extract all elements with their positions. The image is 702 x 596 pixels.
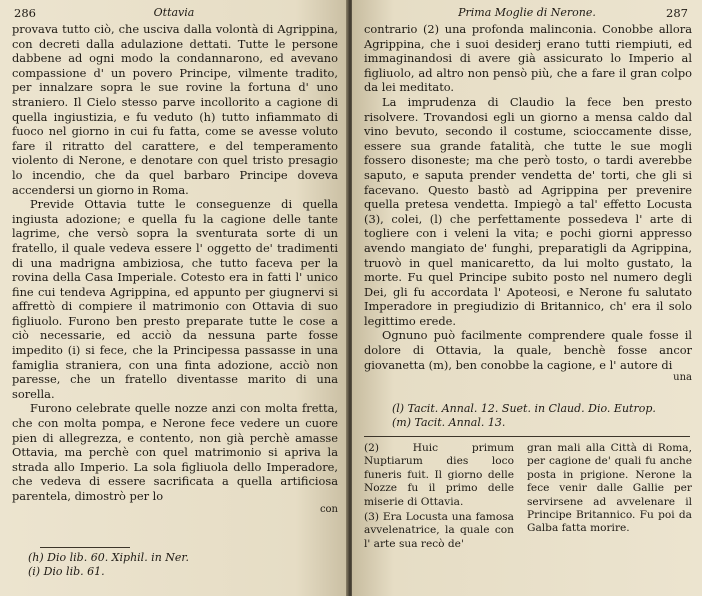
right-page <box>352 0 702 596</box>
running-title: Prima Moglie di Nerone. <box>458 6 596 19</box>
page-number: 286 <box>14 6 36 20</box>
left-page-header <box>14 6 334 22</box>
page-number: 287 <box>666 6 688 20</box>
paragraph: Previde Ottavia tutte le conseguenze di quella ingiusta adozione; e quella fu la cagione delle tante lagrime, che versò sopra la sventurata sorte di un fratello, il quale vedeva essere l' oggetto de' tradimenti di una madrigna ambiziosa, che tutto faceva per la rovina della Casa Imperiale. Cotesto era in fatti l' unico fine cui tendeva Agrippina, ed appunto per giugnervi si affrettò di compiere il matrimonio con Ottavia di suo figliuolo. Furono ben presto preparate tutte le cose a ciò necessarie, ed acciò da nessuna parte fosse impedito (i) si fece, che la Principessa passasse in una famiglia straniera, con una finta adozione, acciò non paresse, che un fratello diventasse marito di una sorella. <box>12 197 338 401</box>
footnote: (i) Dio lib. 61. <box>28 565 105 578</box>
paragraph: La imprudenza di Claudio la fece ben presto risolvere. Trovandosi egli un giorno a mensa caldo dal vino bevuto, secondo il costume, scioccamente disse, essere sua grande fatalità, che tutte le sue mogli fossero disoneste; ma che però tosto, o tardi averebbe saputo, e saputa prender vendetta de' torti, che gli si facevano. Questo bastò ad Agrippina per prevenire quella pretesa vendetta. Impiegò a tal' effetto Locusta (3), colei, (l) che perfettamente possedeva l' arte di togliere con i veleni la vita; e pochi giorni appresso avendo mangiato de' funghi, preparatigli da Agrippina, truovò in quel manicaretto, da lui molto gustato, la morte. Fu quel Principe subito posto nel numero degli Dei, gli fu accordata l' Apoteosi, e Nerone fu salutato Imperadore in pregiudizio di Britannico, ch' era il solo legittimo erede. <box>364 94 692 328</box>
notes-column-2 <box>527 442 692 538</box>
footnote: (l) Tacit. Annal. 12. Suet. in Claud. Dio. Eutrop. <box>392 402 656 415</box>
running-title: Ottavia <box>153 6 195 19</box>
catchword: una <box>673 372 692 384</box>
footnote: (m) Tacit. Annal. 13. <box>392 416 506 429</box>
note: gran mali alla Città di Roma, per cagione de' quali fu anche posta in prigione. Nerone la fece venir dalle Gallie per servirsene ad avvelenare il Principe Britannico. Fu poi da Galba fatta morire. <box>527 442 692 535</box>
right-footnotes <box>392 402 692 430</box>
paragraph: provava tutto ciò, che usciva dalla volontà di Agrippina, con decreti dalla adulazione dettati. Tutte le persone dabbene ad ogni modo la condannarono, ed avevano compassione d' un povero Principe, vilmente tradito, per innalzare sopra le sue rovine la fortuna d' uno straniero. Il Cielo stesso parve incollorito a cagione di quella ingiustizia, e fu veduto (h) tutto infiammato di fuoco nel giorno in cui fu fatta, come se avesse voluto fare il ritratto del carattere, e del temperamento violento di Nerone, e denotare con quel tristo presagio lo incendio, che da quel barbaro Principe doveva accendersi un giorno in Roma. <box>12 22 338 197</box>
note: (3) Era Locusta una famosa avvelenatrice, la quale con l' arte sua recò de' <box>364 511 514 550</box>
note: (2) Huic primum Nuptiarum dies loco funeris fuit. Il giorno delle Nozze fu il primo delle miserie di Ottavia. <box>364 442 514 508</box>
paragraph: Ognuno può facilmente comprendere quale fosse il dolore di Ottavia, la quale, benchè fosse ancor giovanetta (m), ben conobbe la cagione, e l' autore di <box>364 328 692 372</box>
right-page-header <box>366 6 688 22</box>
notes-column-1 <box>364 442 514 553</box>
catchword: con <box>319 503 338 515</box>
right-page-body <box>364 22 692 383</box>
left-page <box>0 0 348 596</box>
footnote: (h) Dio lib. 60. Xiphil. in Ner. <box>28 551 189 564</box>
left-footnotes <box>28 551 338 579</box>
footnote-rule <box>40 547 130 548</box>
paragraph: contrario (2) una profonda malinconia. Conobbe allora Agrippina, che i suoi desiderj erano tutti riempiuti, ed immaginandosi di avere già assicurato lo Imperio al figliuolo, ad altro non pensò più, che a fare il gran colpo da lei meditato. <box>364 22 692 95</box>
left-page-body <box>12 22 338 515</box>
paragraph: Furono celebrate quelle nozze anzi con molta fretta, che con molta pompa, e Nerone fece vedere un cuore pien di allegrezza, e contento, non già perchè amasse Ottavia, ma perchè con quel matrimonio si apriva la strada allo Imperio. La sola figliuola dello Imperadore, che vedeva di essere sacrificata a quella artificiosa parentela, dimostrò per lo <box>12 401 338 503</box>
notes-rule <box>364 436 690 437</box>
